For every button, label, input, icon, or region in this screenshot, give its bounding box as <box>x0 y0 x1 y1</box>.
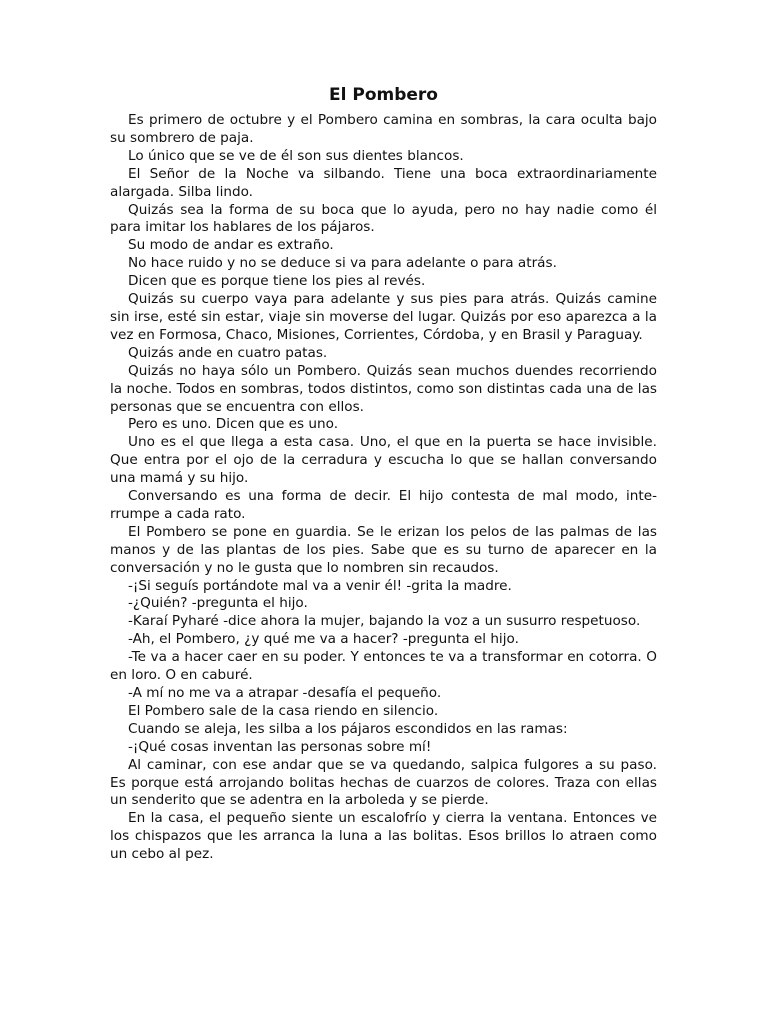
document-body <box>110 112 657 864</box>
document-page <box>110 84 657 864</box>
paragraph: No hace ruido y no se deduce si va para adelante o para atrás. <box>128 255 557 272</box>
page-title: El Pombero <box>329 85 438 105</box>
paragraph: Su modo de andar es extraño. <box>128 237 334 254</box>
paragraph: En la casa, el pequeño siente un escalofrío y cierra la ventana. Entonces ve los chispazos que les arranca la luna a las bolitas. Esos brillos lo atraen como un cebo al pez. <box>110 810 657 863</box>
paragraph: El Señor de la Noche va silbando. Tiene una boca extraordinariamente alargada. Silba lindo. <box>110 165 657 200</box>
paragraph: Dicen que es porque tiene los pies al revés. <box>128 273 426 290</box>
paragraph: Lo único que se ve de él son sus dientes blancos. <box>128 147 464 164</box>
paragraph: -¡Si seguís portándote mal va a venir él! -grita la madre. <box>128 577 512 594</box>
paragraph: -Karaí Pyharé -dice ahora la mujer, bajando la voz a un susurro respetuoso. <box>128 613 641 630</box>
paragraph: Quizás no haya sólo un Pombero. Quizás sean muchos duendes recorriendo la noche. Todos en sombras, todos distintos, como son distintas cada una de las personas que se encuentra con ellos. <box>110 362 657 415</box>
paragraph: El Pombero sale de la casa riendo en silencio. <box>128 702 439 719</box>
paragraph: El Pombero se pone en guardia. Se le erizan los pelos de las palmas de las manos y de las plantas de los pies. Sabe que es su turno de aparecer en la conversación y no le gusta que lo nombren sin recaudos. <box>110 523 657 576</box>
paragraph: Quizás sea la forma de su boca que lo ayuda, pero no hay nadie como él para imitar los hablares de los pájaros. <box>110 201 657 236</box>
paragraph: Uno es el que llega a esta casa. Uno, el que en la puerta se hace invisible. Que entra por el ojo de la cerradura y escucha lo que se hallan conversando una mamá y su hijo. <box>110 434 657 487</box>
paragraph: -Te va a hacer caer en su poder. Y entonces te va a transformar en cotorra. O en loro. O en caburé. <box>110 649 657 684</box>
paragraph: -Ah, el Pombero, ¿y qué me va a hacer? -pregunta el hijo. <box>128 631 519 648</box>
paragraph: Conversando es una forma de decir. El hijo contesta de mal modo, interrumpe a cada rato. <box>110 488 657 522</box>
paragraph: -¡Qué cosas inventan las personas sobre mí! <box>128 738 432 755</box>
paragraph: Al caminar, con ese andar que se va quedando, salpica fulgores a su paso. Es porque está arrojando bolitas hechas de cuarzos de colores. Traza con ellas un senderito que se adentra en la arboleda y se pierde. <box>110 756 657 809</box>
paragraph: -¿Quién? -pregunta el hijo. <box>128 595 308 612</box>
paragraph: -A mí no me va a atrapar -desafía el pequeño. <box>128 685 442 701</box>
paragraph: Es primero de octubre y el Pombero camina en sombras, la cara oculta bajo su sombrero de paja. <box>110 112 657 146</box>
paragraph: Cuando se aleja, les silba a los pájaros escondidos en las ramas: <box>128 720 568 737</box>
paragraph: Pero es uno. Dicen que es uno. <box>128 416 339 433</box>
paragraph: Quizás ande en cuatro patas. <box>128 344 328 361</box>
paragraph: Quizás su cuerpo vaya para adelante y sus pies para atrás. Quizás camine sin irse, esté sin estar, viaje sin moverse del lugar. Quizás por eso aparezca a la vez en Formosa, Chaco, Misiones, Corrientes, Córdoba, y en Brasil y Paraguay. <box>110 291 657 343</box>
